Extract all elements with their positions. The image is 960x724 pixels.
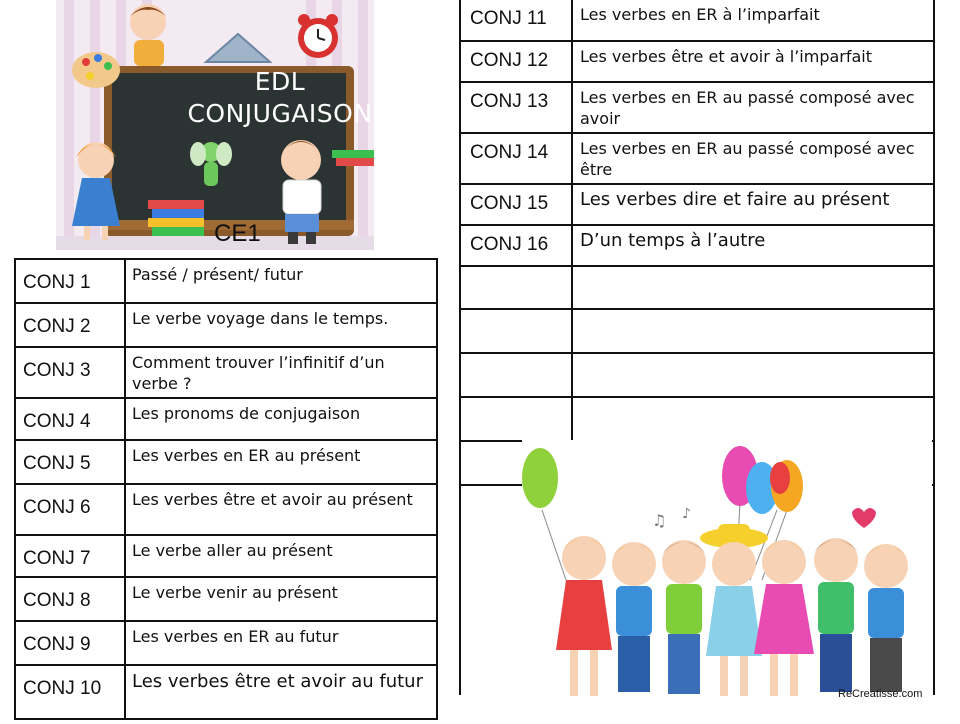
table-row: [15, 440, 437, 484]
lesson-title: Le verbe aller au présent: [125, 535, 437, 577]
lesson-code: CONJ 12: [460, 41, 572, 82]
lesson-title: Passé / présent/ futur: [125, 259, 437, 303]
table-row: [15, 665, 437, 719]
table-row: [15, 347, 437, 398]
svg-text:♫: ♫: [652, 511, 667, 530]
table-row: [15, 621, 437, 665]
svg-text:♪: ♪: [682, 506, 691, 522]
lesson-title: Comment trouver l’infinitif d’un verbe ?: [125, 347, 437, 398]
lesson-title: Les verbes être et avoir au futur: [125, 665, 437, 719]
lesson-title: Les verbes être et avoir au présent: [125, 484, 437, 535]
table-row: [15, 577, 437, 621]
empty-cell: [460, 353, 572, 397]
level-label: CE1: [214, 220, 261, 247]
lesson-title: Le verbe venir au présent: [125, 577, 437, 621]
empty-cell: [572, 309, 934, 353]
table-row: [15, 398, 437, 440]
lesson-code: CONJ 10: [15, 665, 125, 719]
lesson-code: CONJ 16: [460, 225, 572, 266]
table-row: [460, 41, 934, 82]
lesson-title: Les pronoms de conjugaison: [125, 398, 437, 440]
table-row: [15, 259, 437, 303]
credit-text: ReCreatisse.com: [838, 688, 923, 700]
empty-row: [460, 397, 934, 441]
empty-row: [460, 309, 934, 353]
table-row: [460, 184, 934, 225]
table-row: [460, 133, 934, 184]
board-title-line2: CONJUGAISON: [187, 99, 373, 128]
table-row: [460, 0, 934, 41]
left-lesson-table: [14, 258, 438, 720]
lesson-title: Les verbes en ER au futur: [125, 621, 437, 665]
lesson-title: Les verbes dire et faire au présent: [572, 184, 934, 225]
empty-cell: [572, 353, 934, 397]
table-row: [15, 535, 437, 577]
lesson-title: Les verbes être et avoir à l’imparfait: [572, 41, 934, 82]
empty-cell: [572, 266, 934, 309]
lesson-title: D’un temps à l’autre: [572, 225, 934, 266]
lesson-code: CONJ 7: [15, 535, 125, 577]
empty-cell: [460, 266, 572, 309]
lesson-code: CONJ 1: [15, 259, 125, 303]
empty-cell: [460, 309, 572, 353]
lesson-code: CONJ 3: [15, 347, 125, 398]
lesson-code: CONJ 14: [460, 133, 572, 184]
kids-balloons-illustration: [522, 440, 932, 720]
lesson-code: CONJ 4: [15, 398, 125, 440]
lesson-code: CONJ 6: [15, 484, 125, 535]
lesson-title: Les verbes en ER à l’imparfait: [572, 0, 934, 41]
table-row: [460, 82, 934, 133]
board-title-line1: EDL: [254, 67, 306, 96]
lesson-code: CONJ 9: [15, 621, 125, 665]
lesson-code: CONJ 2: [15, 303, 125, 347]
lesson-title: Les verbes en ER au passé composé avec être: [572, 133, 934, 184]
lesson-title: Le verbe voyage dans le temps.: [125, 303, 437, 347]
lesson-code: CONJ 5: [15, 440, 125, 484]
table-row: [15, 484, 437, 535]
lesson-code: CONJ 8: [15, 577, 125, 621]
table-row: [460, 225, 934, 266]
board-title: [160, 66, 400, 130]
lesson-title: Les verbes en ER au présent: [125, 440, 437, 484]
empty-cell: [460, 397, 572, 441]
lesson-title: Les verbes en ER au passé composé avec avoir: [572, 82, 934, 133]
lesson-code: CONJ 15: [460, 184, 572, 225]
lesson-code: CONJ 11: [460, 0, 572, 41]
empty-row: [460, 266, 934, 309]
lesson-code: CONJ 13: [460, 82, 572, 133]
table-row: [15, 303, 437, 347]
empty-row: [460, 353, 934, 397]
empty-cell: [572, 397, 934, 441]
